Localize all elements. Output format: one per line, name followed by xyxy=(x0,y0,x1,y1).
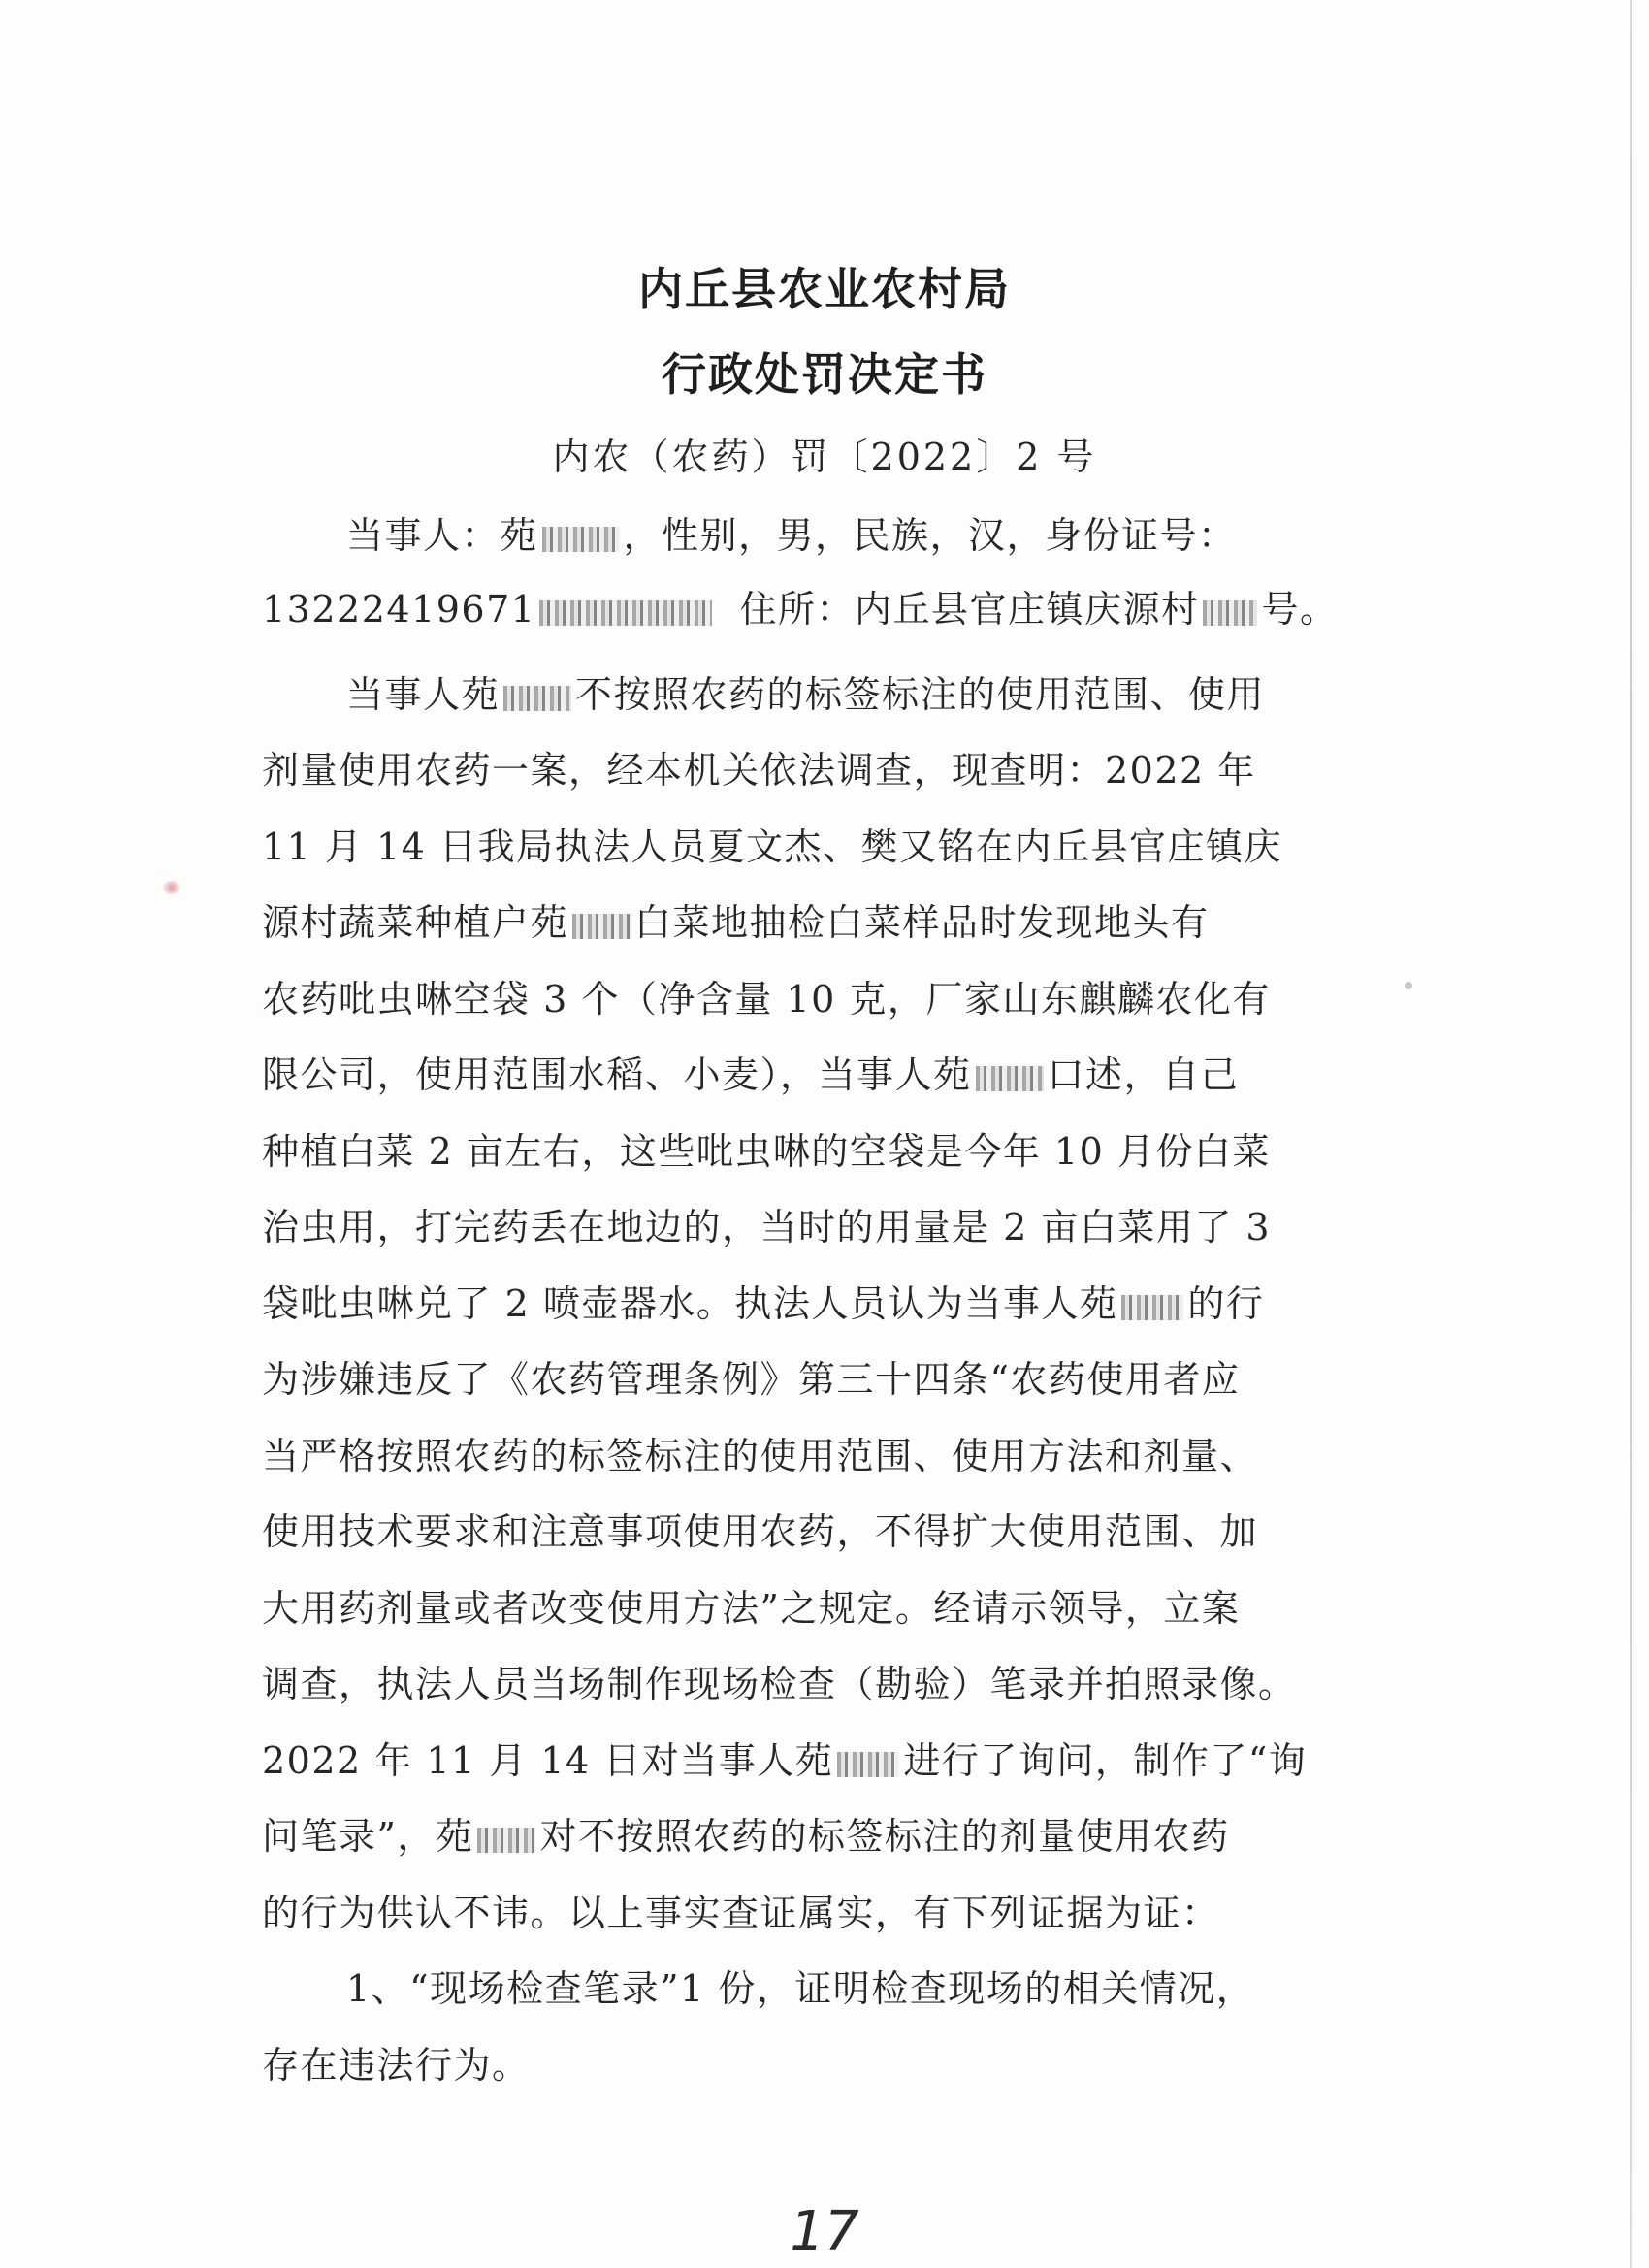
redacted-name xyxy=(837,1752,899,1777)
body-line: 种植白菜 2 亩左右，这些吡虫啉的空袋是今年 10 月份白菜 xyxy=(262,1130,1271,1173)
body-line: 当事人苑 不按照农药的标签标注的使用范围、使用 xyxy=(346,673,1266,716)
body-line: 1、“现场检查笔录”1 份，证明检查现场的相关情况， xyxy=(346,1967,1255,2010)
body-line: 限公司，使用范围水稻、小麦），当事人苑 口述，自己 xyxy=(262,1053,1240,1096)
document-title: 行政处罚决定书 xyxy=(662,348,987,401)
redacted-id-number xyxy=(539,600,712,626)
body-line: 13222419671 住所：内丘县官庄镇庆源村 号。 xyxy=(262,588,1339,631)
document-number: 内农（农药）罚〔2022〕2 号 xyxy=(552,436,1097,478)
body-line: 袋吡虫啉兑了 2 喷壶器水。执法人员认为当事人苑 的行 xyxy=(262,1282,1265,1325)
redacted-name xyxy=(976,1066,1044,1091)
body-line: 源村蔬菜种植户苑 白菜地抽检白菜样品时发现地头有 xyxy=(262,901,1210,944)
redacted-name xyxy=(1121,1295,1183,1320)
body-line: 存在违法行为。 xyxy=(262,2044,531,2087)
body-line: 使用技术要求和注意事项使用农药，不得扩大使用范围、加 xyxy=(262,1510,1259,1553)
body-line: 调查，执法人员当场制作现场检查（勘验）笔录并拍照录像。 xyxy=(262,1663,1297,1705)
ink-blemish xyxy=(163,881,180,894)
body-line: 治虫用，打完药丢在地边的，当时的用量是 2 亩白菜用了 3 xyxy=(262,1206,1272,1248)
body-line: 为涉嫌违反了《农药管理条例》第三十四条“农药使用者应 xyxy=(262,1358,1241,1401)
body-line: 当事人：苑 ，性别，男，民族，汉，身份证号： xyxy=(346,514,1237,557)
body-line: 问笔录”，苑 对不按照农药的标签标注的剂量使用农药 xyxy=(262,1815,1230,1858)
body-line: 剂量使用农药一案，经本机关依法调查，现查明：2022 年 xyxy=(262,749,1256,792)
body-line: 2022 年 11 月 14 日对当事人苑 进行了询问，制作了“询 xyxy=(262,1739,1308,1782)
organization-title: 内丘县农业农村局 xyxy=(638,263,1011,315)
body-line: 大用药剂量或者改变使用方法”之规定。经请示领导，立案 xyxy=(262,1587,1241,1630)
redacted-name xyxy=(503,686,571,711)
redacted-name xyxy=(542,527,620,552)
body-line: 当严格按照农药的标签标注的使用范围、使用方法和剂量、 xyxy=(262,1435,1259,1477)
body-line: 农药吡虫啉空袋 3 个（净含量 10 克，厂家山东麒麟农化有 xyxy=(262,978,1271,1021)
redacted-name xyxy=(572,914,630,939)
redacted-name xyxy=(477,1828,535,1853)
redacted-house-number xyxy=(1203,600,1257,626)
handwritten-page-number: 17 xyxy=(790,2200,859,2263)
body-line: 的行为供认不讳。以上事实查证属实，有下列证据为证： xyxy=(262,1892,1220,1934)
scan-speck xyxy=(1405,982,1412,989)
body-line: 11 月 14 日我局执法人员夏文杰、樊又铭在内丘县官庄镇庆 xyxy=(262,826,1282,868)
